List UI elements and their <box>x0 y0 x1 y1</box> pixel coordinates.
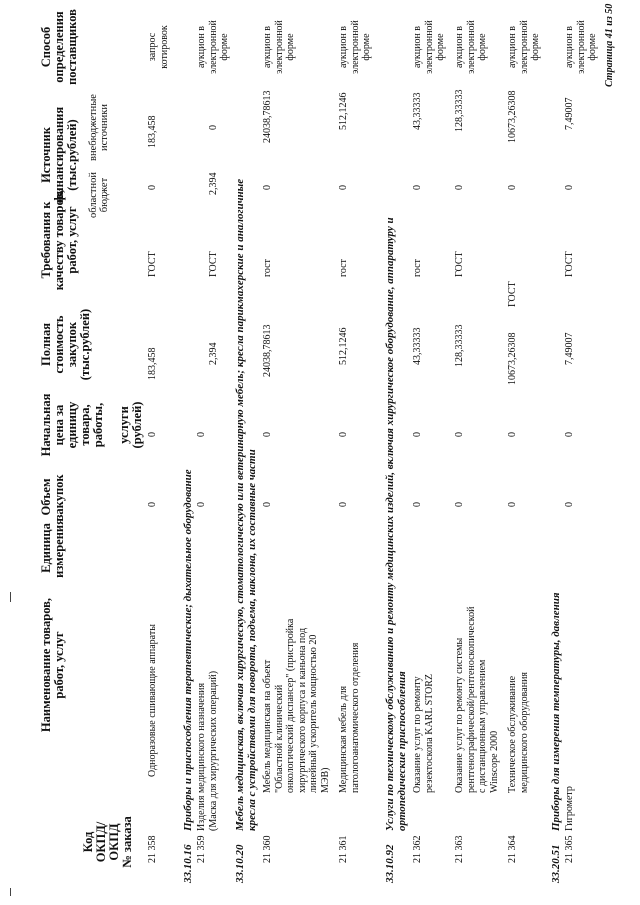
row-method: аукцион в электронной форме <box>564 20 598 74</box>
row-requirements: ГОСТ <box>208 251 219 277</box>
row-regional: 0 <box>338 185 349 190</box>
row-cost: 2,394 <box>208 342 219 365</box>
row-price: 0 <box>507 432 518 437</box>
row-volume: 0 <box>338 502 349 507</box>
row-name: Мебель медицинская на объект "Областной клинический онкологический диспансер" (пристройка хирургического корпуса и каньона под линейный ускоритель мощностью 20 МЭВ) <box>262 618 331 793</box>
row-code: 21 358 <box>147 835 158 863</box>
header-code: Код ОКПД/ ОКПД № заказа <box>81 816 134 868</box>
row-name: Одноразовые сшивающие аппараты <box>147 624 158 777</box>
row-extra: 183,458 <box>147 115 158 148</box>
header-unit: Единица измерения <box>39 518 66 578</box>
row-requirements: гост <box>262 259 273 277</box>
row-name: Оказание услуг по ремонту системы рентгенографической/рентгеноскопической с дистанционным управлением Winscope 2000 <box>454 606 500 793</box>
row-price: 0 <box>147 432 158 437</box>
row-extra: 24038,78613 <box>262 90 273 143</box>
header-requirements: Требования к качеству товаров, работ, услуг <box>39 189 79 291</box>
row-method: аукцион в электронной форме <box>454 20 488 74</box>
row-price: 0 <box>454 432 465 437</box>
row-regional: 0 <box>454 185 465 190</box>
row-method: запрос котировок <box>147 25 170 69</box>
scan-mark <box>10 888 11 896</box>
section-title: Приборы для измерения температуры, давления <box>550 592 562 831</box>
row-regional: 0 <box>564 185 575 190</box>
row-name: Оказание услуг по ремонту резектоскопа KARL STORZ <box>412 673 435 793</box>
row-requirements: ГОСТ <box>147 251 158 277</box>
row-code: 21 360 <box>262 835 273 863</box>
row-cost: 183,458 <box>147 347 158 380</box>
row-name: Гигрометр <box>564 786 575 831</box>
header-name: Наименование товаров, работ, услуг <box>39 597 66 733</box>
section-title: Услуги по техническому обслуживанию и ремонту медицинских изделий, включая хирургическое оборудование, аппаратуру и ортопедические приспособления <box>384 217 408 831</box>
header-method: Способ определения поставщиков <box>39 9 79 85</box>
row-extra: 128,33333 <box>454 89 465 132</box>
row-code: 21 363 <box>454 835 465 863</box>
row-requirements: ГОСТ <box>564 251 575 277</box>
section-code: 33.20.51 <box>550 844 562 883</box>
row-volume: 0 <box>564 502 575 507</box>
row-extra: 43,33333 <box>412 92 423 130</box>
row-regional: 0 <box>262 185 273 190</box>
row-cost: 43,33333 <box>412 327 423 365</box>
row-volume: 0 <box>262 502 273 507</box>
row-code: 21 359 <box>196 835 207 863</box>
scan-mark <box>10 592 11 602</box>
row-method: аукцион в электронной форме <box>262 20 296 74</box>
row-name: Медицинская мебель для патологоанатомического отделения <box>338 642 361 793</box>
row-price: 0 <box>564 432 575 437</box>
row-extra: 512,1246 <box>338 92 349 130</box>
section-code: 33.10.16 <box>182 844 194 883</box>
row-method: аукцион в электронной форме <box>507 20 541 74</box>
row-method: аукцион в электронной форме <box>196 20 230 74</box>
section-code: 33.10.20 <box>234 844 246 883</box>
row-requirements: гост <box>412 259 423 277</box>
row-cost: 512,1246 <box>338 327 349 365</box>
row-extra: 10673,26308 <box>507 90 518 143</box>
row-volume: 0 <box>454 502 465 507</box>
row-code: 21 362 <box>412 835 423 863</box>
row-cost: 24038,78613 <box>262 324 273 377</box>
row-requirements: ГОСТ <box>454 251 465 277</box>
row-price: 0 <box>196 432 207 437</box>
row-cost: 10673,26308 <box>507 332 518 385</box>
section-title: Приборы и приспособления терапевтические; дыхательное оборудование <box>182 469 194 831</box>
row-volume: 0 <box>507 502 518 507</box>
row-volume: 0 <box>196 502 207 507</box>
row-extra: 0 <box>208 125 219 130</box>
row-requirements: гост <box>338 259 349 277</box>
row-price: 0 <box>338 432 349 437</box>
header-source: Источник финансирования (тыс.рублей) <box>39 106 79 204</box>
row-volume: 0 <box>412 502 423 507</box>
row-method: аукцион в электронной форме <box>338 20 372 74</box>
row-requirements: ГОСТ <box>507 281 518 307</box>
row-regional: 0 <box>412 185 423 190</box>
row-price: 0 <box>262 432 273 437</box>
row-code: 21 364 <box>507 835 518 863</box>
header-full-cost: Полная стоимость закупок (тыс.рублей) <box>39 308 92 381</box>
row-cost: 128,33333 <box>454 324 465 367</box>
row-code: 21 361 <box>338 835 349 863</box>
row-name: Изделия медицинского назначения (Маска для хирургических операций) <box>196 670 219 831</box>
section-title: Мебель медицинская, включая хирургическую, стоматологическую или ветеринарную мебель; кресла парикмахерские и аналогичные кресла с устройствами для поворота, подъема, наклона, их составные части <box>234 178 258 831</box>
row-name: Техническое обслуживание медицинского оборудования <box>507 671 530 793</box>
row-cost: 7,49007 <box>564 332 575 365</box>
row-method: аукцион в электронной форме <box>412 20 446 74</box>
section-code: 33.10.92 <box>384 844 396 883</box>
row-regional: 2,394 <box>208 172 219 195</box>
header-source-regional: областной бюджет <box>88 172 110 218</box>
row-code: 21 365 <box>564 835 575 863</box>
page-number: Страница 41 из 50 <box>604 3 615 87</box>
header-source-extra: внебюджетные источники <box>88 94 110 161</box>
header-start-price: Начальная цена за единицу товара, работы, услуги (рублей) <box>39 393 144 457</box>
header-volume: Объем закупок <box>39 474 66 520</box>
row-extra: 7,49007 <box>564 97 575 130</box>
row-price: 0 <box>412 432 423 437</box>
row-volume: 0 <box>147 502 158 507</box>
row-regional: 0 <box>507 185 518 190</box>
row-regional: 0 <box>147 185 158 190</box>
